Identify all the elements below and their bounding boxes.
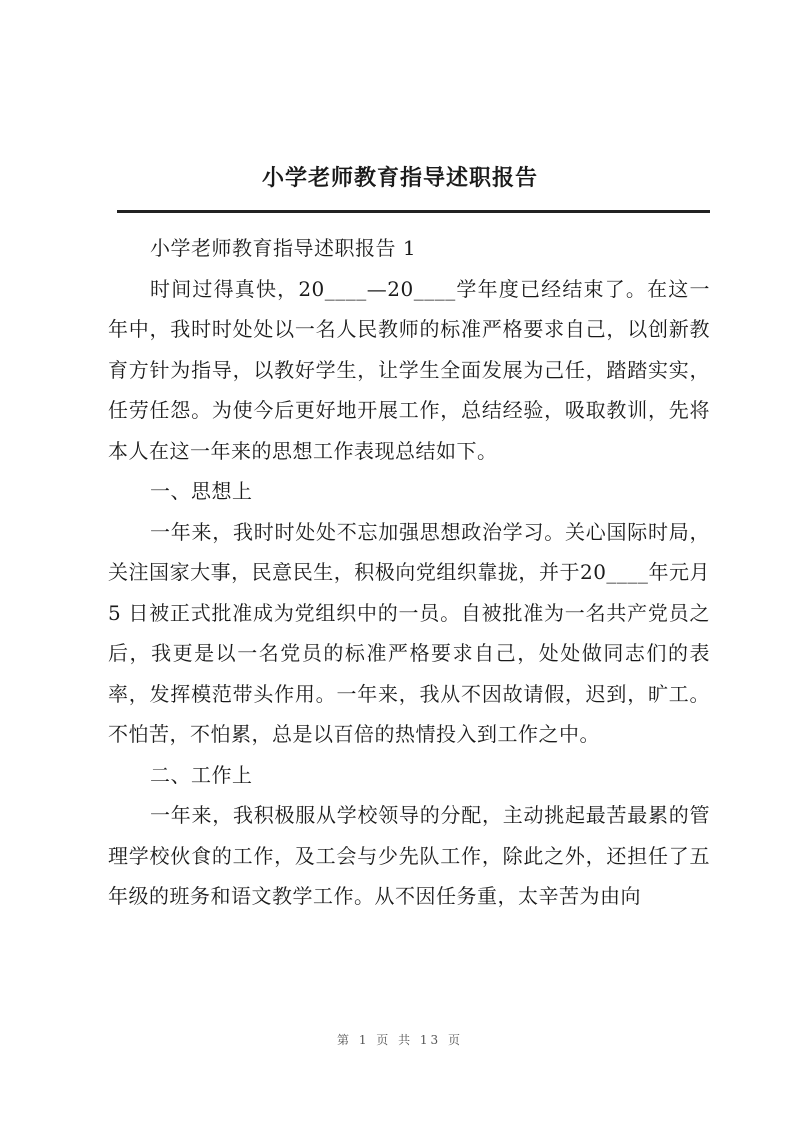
paragraph: 一年来，我积极服从学校领导的分配，主动挑起最苦最累的管理学校伙食的工作，及工会与少先队工作，除此之外，还担任了五年级的班务和语文教学工作。从不因任务重，太辛苦为由向 <box>108 803 710 908</box>
page-title: 小学老师教育指导述职报告 <box>261 165 538 191</box>
paragraph: 一年来，我时时处处不忘加强思想政治学习。关心国际时局，关注国家大事，民意民生，积极向党组织靠拢，并于20____年元月 5 日被正式批准成为党组织中的一员。自被批准为一名共产党员之后，我更是以一名党员的标准严格要求自己，处处做同志们的表率，发挥模范带头作用。一年来，我从不因故请假，迟到，旷工。不怕苦，不怕累，总是以百倍的热情投入到工作之中。 <box>108 519 710 746</box>
section-heading: 一、思想上 <box>150 479 253 503</box>
page-footer: 第 1 页 共 13 页 <box>337 1033 463 1047</box>
section-heading: 二、工作上 <box>150 762 253 787</box>
document-body <box>108 228 710 917</box>
section-heading: 小学老师教育指导述职报告 1 <box>150 236 417 260</box>
paragraph: 时间过得真快，20____—20____学年度已经结束了。在这一年中，我时时处处以一名人民教师的标准严格要求自己，以创新教育方针为指导，以教好学生，让学生全面发展为己任，踏踏实实，任劳任怨。为使今后更好地开展工作，总结经验，吸取教训，先将本人在这一年来的思想工作表现总结如下。 <box>108 276 710 463</box>
title-divider <box>117 210 710 213</box>
